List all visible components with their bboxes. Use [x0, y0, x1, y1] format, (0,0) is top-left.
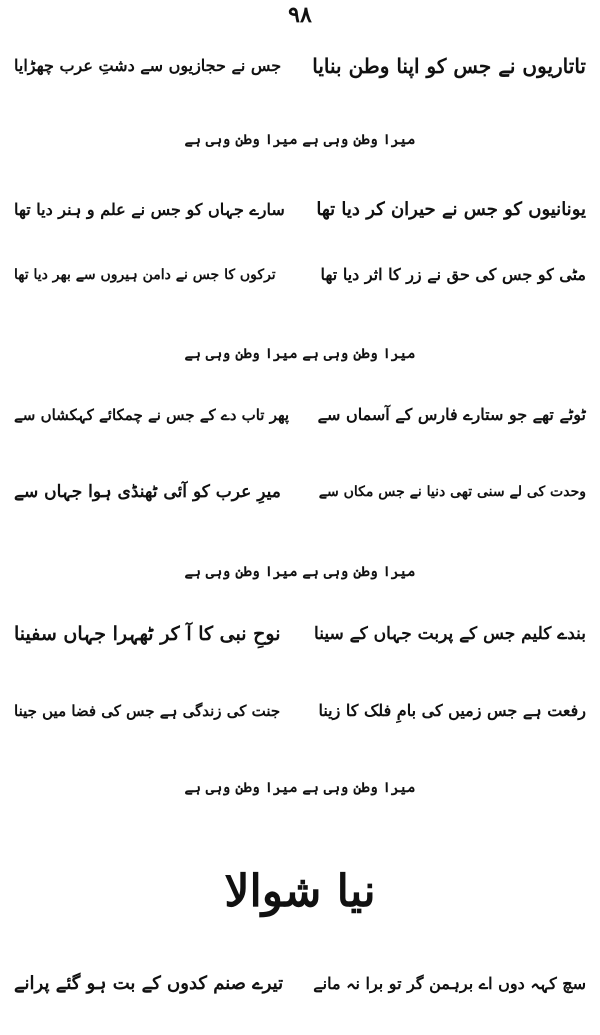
refrain: میرا وطن وہی ہے میرا وطن وہی ہے — [184, 780, 416, 796]
misra-first: مٹی کو جس کی حق نے زر کا اثر دیا تھا — [320, 265, 586, 284]
couplet — [14, 188, 586, 232]
couplet — [14, 470, 586, 514]
misra-second: ترکوں کا جس نے دامن ہیروں سے بھر دیا تھا — [14, 267, 276, 283]
misra-first: وحدت کی لے سنی تھی دنیا نے جس مکاں سے — [318, 484, 586, 500]
couplet — [14, 689, 586, 733]
couplet — [14, 253, 586, 297]
misra-first: یونانیوں کو جس نے حیران کر دیا تھا — [316, 199, 586, 220]
misra-second: نوحِ نبی کا آ کر ٹھہرا جہاں سفینا — [14, 623, 281, 645]
poem-title: نیا شوالا — [224, 866, 376, 917]
misra-second: سارے جہاں کو جس نے علم و ہنر دیا تھا — [14, 200, 285, 219]
misra-first: ٹوٹے تھے جو ستارے فارس کے آسماں سے — [317, 405, 586, 424]
misra-first: بندے کلیم جس کے پربت جہاں کے سینا — [314, 624, 586, 644]
couplet — [14, 612, 586, 656]
misra-first: رفعت ہے جس زمیں کی بامِ فلک کا زینا — [318, 701, 586, 720]
misra-second: جس نے حجازیوں سے دشتِ عرب چھڑایا — [14, 56, 282, 75]
misra-second: پھر تاب دے کے جس نے چمکائے کہکشاں سے — [14, 406, 290, 424]
misra-second: جنت کی زندگی ہے جس کی فضا میں جینا — [14, 702, 281, 720]
couplet — [14, 393, 586, 437]
refrain: میرا وطن وہی ہے میرا وطن وہی ہے — [184, 564, 416, 580]
page-number: ۹۸ — [288, 2, 312, 28]
couplet — [14, 962, 586, 1006]
refrain: میرا وطن وہی ہے میرا وطن وہی ہے — [184, 132, 416, 148]
refrain: میرا وطن وہی ہے میرا وطن وہی ہے — [184, 346, 416, 362]
misra-second: میرِ عرب کو آئی ٹھنڈی ہوا جہاں سے — [14, 482, 281, 502]
couplet — [14, 44, 586, 88]
misra-first: تاتاریوں نے جس کو اپنا وطن بنایا — [312, 54, 586, 78]
misra-first: سچ کہہ دوں اے برہمن گر تو برا نہ مانے — [313, 974, 586, 993]
misra-second: تیرے صنم کدوں کے بت ہو گئے پرانے — [14, 973, 284, 994]
